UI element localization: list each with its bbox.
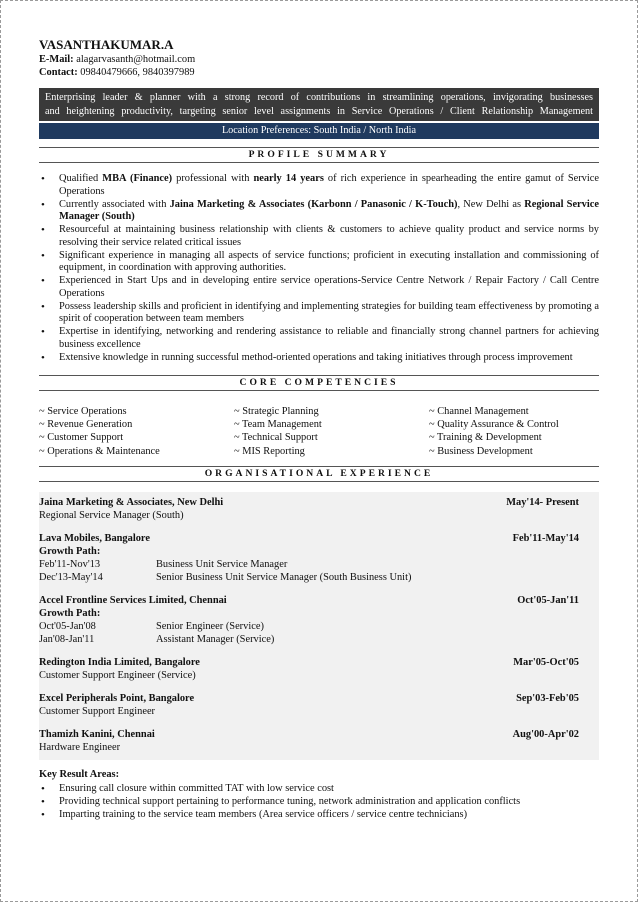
item-text: Experienced in Start Ups and in developing entire service operations-Service Centre Network / Repair Factory / Call Centre Operations (59, 275, 599, 299)
competency-item: ~ MIS Reporting (234, 445, 305, 457)
experience-entry (39, 728, 599, 754)
job-role: Customer Support Engineer (Service) (39, 670, 196, 682)
location-preferences: Location Preferences: South India / North India (39, 123, 599, 139)
kra-list (39, 783, 599, 822)
highlight-text: Jaina Marketing & Associates (Karbonn / Panasonic / K-Touch) (169, 198, 458, 210)
summary-banner (39, 88, 599, 121)
item-text: , New Delhi as (457, 198, 525, 210)
experience-header (39, 594, 599, 607)
growth-period: Jan'08-Jan'11 (39, 634, 95, 646)
growth-path-row (39, 620, 599, 633)
company-name: Jaina Marketing & Associates, New Delhi (39, 497, 224, 509)
profile-summary-item (39, 250, 599, 275)
kra-item: • Ensuring call closure within committed TAT with low service cost (39, 783, 599, 796)
profile-summary-item (39, 224, 599, 249)
employment-dates: Sep'03-Feb'05 (516, 693, 579, 705)
competency-item: ~ Revenue Generation (39, 419, 133, 431)
experience-list (39, 492, 599, 760)
competency-item: ~ Business Development (429, 445, 533, 457)
company-name: Excel Peripherals Point, Bangalore (39, 693, 195, 705)
resume-content (39, 37, 599, 822)
growth-path-row (39, 571, 599, 584)
profile-summary-item (39, 173, 599, 198)
experience-header (39, 532, 599, 545)
competency-item: ~ Strategic Planning (234, 405, 319, 417)
kra-item: • Imparting training to the service team members (Area service officers / service centre technicians) (39, 809, 599, 822)
phone-numbers: 09840479666, 9840397989 (80, 67, 195, 78)
growth-period: Oct'05-Jan'08 (39, 621, 96, 633)
highlight-text: Regional Service Manager (South) (59, 198, 599, 223)
growth-role: Assistant Manager (Service) (156, 634, 275, 646)
item-text: Qualified (59, 173, 103, 184)
email-line (39, 53, 599, 66)
growth-period: Dec'13-May'14 (39, 572, 103, 584)
profile-summary-list (39, 173, 599, 365)
employment-dates: Aug'00-Apr'02 (512, 729, 579, 741)
company-name: Redington India Limited, Bangalore (39, 657, 200, 669)
competency-item: ~ Operations & Maintenance (39, 445, 160, 457)
email-label: E-Mail: (39, 54, 74, 65)
growth-path-label: Growth Path: (39, 546, 101, 558)
banner-line-2: and heightening productivity, targeting senior level assignments in Service Operations / Client Relationship Management (45, 106, 593, 117)
company-name: Lava Mobiles, Bangalore (39, 533, 150, 545)
experience-entry (39, 532, 599, 584)
highlight-text: nearly 14 years (253, 173, 324, 184)
experience-entry (39, 594, 599, 646)
profile-summary-item (39, 352, 599, 365)
competency-item: ~ Team Management (234, 419, 322, 431)
banner-line-1: Enterprising leader & planner with a strong record of contributions in streamlining operations, invigorating businesses (45, 92, 593, 103)
item-text: of rich experience in spearheading the entire gamut of Service Operations (59, 173, 599, 197)
phone-line (39, 66, 599, 79)
experience-entry (39, 656, 599, 682)
employment-dates: Mar'05-Oct'05 (513, 657, 579, 669)
experience-entry (39, 692, 599, 718)
section-heading-profile: PROFILE SUMMARY (39, 147, 599, 163)
kra-title: Key Result Areas: (39, 769, 120, 781)
kra-item: • Providing technical support pertaining to performance tuning, network administration and application conflicts (39, 796, 599, 809)
item-text: Significant experience in managing all aspects of service functions; proficient in executing installation and commissioning of equipment, in coordination with approving authorities. (59, 249, 599, 274)
competency-item: ~ Quality Assurance & Control (429, 419, 559, 431)
email-address: alagarvasanth@hotmail.com (76, 54, 196, 65)
profile-summary-item (39, 199, 599, 224)
employment-dates: Oct'05-Jan'11 (517, 595, 579, 607)
profile-summary-item (39, 301, 599, 326)
section-heading-experience: ORGANISATIONAL EXPERIENCE (39, 466, 599, 482)
section-heading-competencies: CORE COMPETENCIES (39, 375, 599, 391)
growth-path-row (39, 558, 599, 571)
job-role: Regional Service Manager (South) (39, 510, 184, 522)
employment-dates: Feb'11-May'14 (512, 533, 579, 545)
job-role: Customer Support Engineer (39, 706, 156, 718)
item-text: Possess leadership skills and proficient in identifying and implementing strategies for building team effectiveness by promoting a spirit of cooperation between team members (59, 300, 599, 325)
employment-dates: May'14- Present (506, 497, 579, 509)
growth-period: Feb'11-Nov'13 (39, 559, 101, 571)
experience-header (39, 728, 599, 741)
profile-summary-item (39, 275, 599, 300)
item-text: Currently associated with (59, 198, 170, 210)
experience-entry (39, 496, 599, 522)
growth-role: Senior Business Unit Service Manager (South Business Unit) (156, 572, 412, 584)
item-text: professional with (172, 173, 254, 184)
competency-item: ~ Channel Management (429, 405, 529, 417)
experience-header (39, 496, 599, 509)
experience-header (39, 656, 599, 669)
growth-path-row (39, 633, 599, 646)
item-text: Extensive knowledge in running successful method-oriented operations and taking initiatives through process improvement (59, 352, 573, 364)
growth-path-label: Growth Path: (39, 608, 101, 620)
competencies-grid (39, 405, 599, 459)
growth-role: Business Unit Service Manager (156, 559, 288, 571)
highlight-text: MBA (Finance) (102, 173, 173, 184)
growth-role: Senior Engineer (Service) (156, 621, 264, 633)
job-role: Hardware Engineer (39, 742, 121, 754)
competency-item: ~ Technical Support (234, 432, 318, 444)
company-name: Thamizh Kanini, Chennai (39, 729, 155, 741)
competency-item: ~ Customer Support (39, 432, 124, 444)
competency-item: ~ Service Operations (39, 405, 127, 417)
company-name: Accel Frontline Services Limited, Chennai (39, 595, 227, 607)
contact-label: Contact: (39, 67, 78, 78)
candidate-name: VASANTHAKUMAR.A (39, 37, 174, 52)
competency-item: ~ Training & Development (429, 432, 542, 444)
experience-header (39, 692, 599, 705)
profile-summary-item (39, 326, 599, 351)
item-text: Expertise in identifying, networking and rendering assistance to reliable and financially strong channel partners for achieving business excellence (59, 326, 599, 351)
item-text: Resourceful at maintaining business relationship with clients & customers to achieve quality product and service norms by resolving their service related critical issues (59, 224, 599, 248)
